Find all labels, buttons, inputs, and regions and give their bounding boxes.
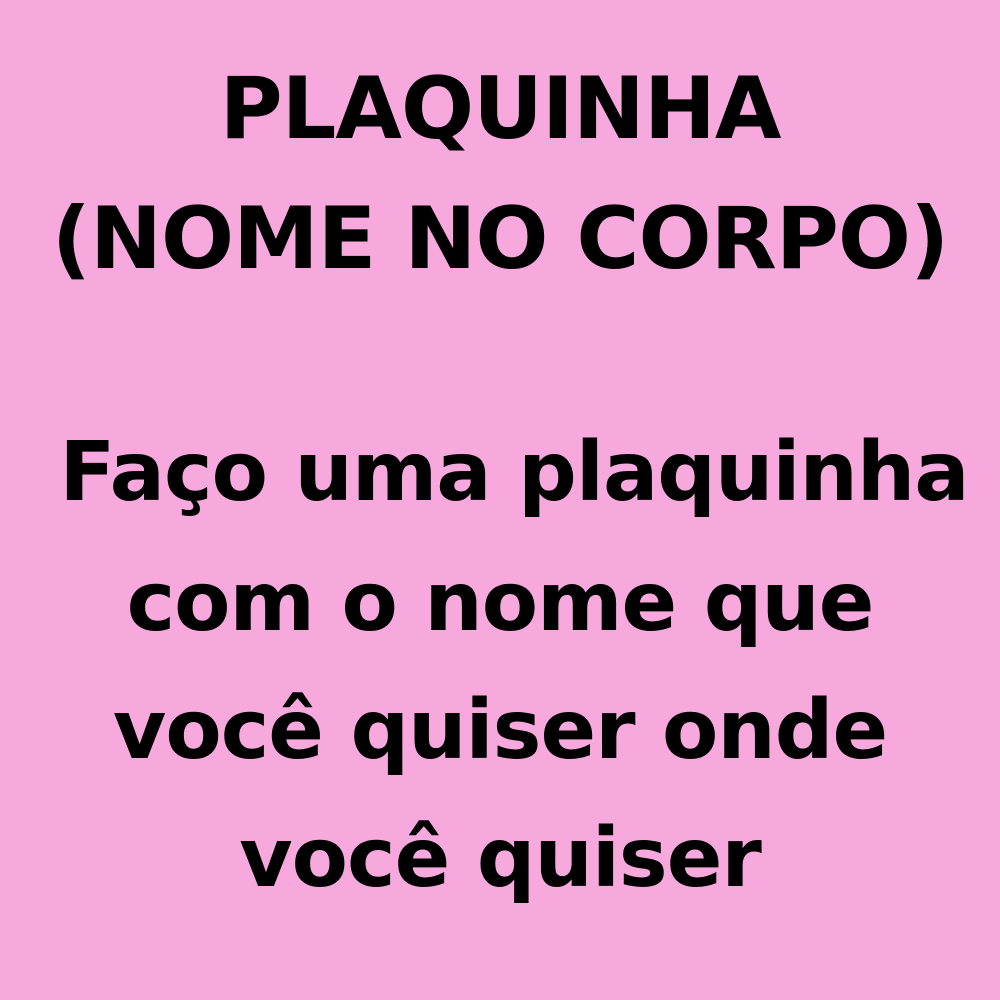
description-line-3: você quiser onde xyxy=(112,683,888,778)
description-line-1: Faço uma plaquinha xyxy=(59,425,969,520)
title-line-1: PLAQUINHA xyxy=(219,59,781,159)
title-line-2: (NOME NO CORPO) xyxy=(51,189,949,289)
description-line-4: você quiser xyxy=(239,811,761,906)
description-line-2: com o nome que xyxy=(126,555,874,650)
